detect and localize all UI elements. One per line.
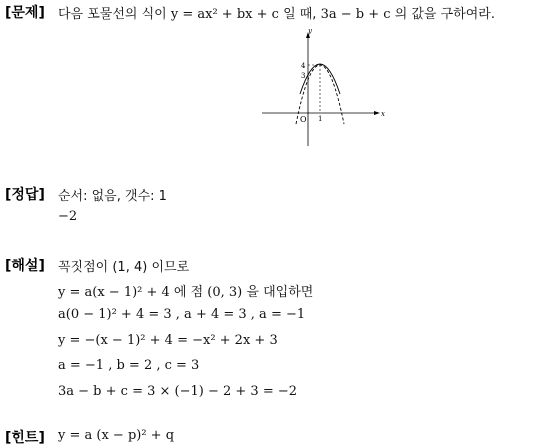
problem-text-mid: 일 때, bbox=[283, 7, 317, 22]
hint-tag: [힌트] bbox=[5, 430, 45, 446]
explanation-line-4: y = −(x − 1)² + 4 = −x² + 2x + 3 bbox=[58, 333, 278, 348]
explanation-line-3: a(0 − 1)² + 4 = 3 , a + 4 = 3 , a = −1 bbox=[58, 307, 306, 322]
explanation-tag: [해설] bbox=[5, 258, 45, 274]
x-axis-arrow bbox=[374, 111, 380, 115]
origin-label: O bbox=[300, 115, 307, 124]
intercept-y-label: 3 bbox=[301, 72, 306, 80]
explanation-line-5: a = −1 , b = 2 , c = 3 bbox=[58, 358, 200, 373]
problem-text-prefix: 다음 포물선의 식이 bbox=[58, 7, 167, 22]
hint-formula: y = a (x − p)² + q bbox=[58, 428, 175, 443]
problem-equation: y = ax² + bx + c bbox=[170, 7, 279, 22]
problem-expression: 3a − b + c bbox=[320, 7, 391, 22]
vertex-y-label: 4 bbox=[301, 62, 306, 70]
parabola-graph bbox=[258, 24, 398, 152]
answer-order-info: 순서: 없음, 갯수: 1 bbox=[58, 189, 167, 204]
answer-tag: [정답] bbox=[5, 187, 45, 203]
answer-value: −2 bbox=[58, 209, 78, 224]
problem-text bbox=[58, 3, 495, 22]
y-axis-label: y bbox=[308, 27, 312, 35]
explanation-line-1: 꼭짓점이 (1, 4) 이므로 bbox=[58, 260, 190, 275]
problem-text-suffix: 의 값을 구하여라. bbox=[394, 7, 495, 22]
problem-tag: [문제] bbox=[5, 5, 45, 21]
x-axis-label: x bbox=[381, 110, 385, 118]
explanation-line-2: y = a(x − 1)² + 4 에 점 (0, 3) 을 대입하면 bbox=[58, 285, 314, 300]
explanation-line-6: 3a − b + c = 3 × (−1) − 2 + 3 = −2 bbox=[58, 384, 298, 399]
vertex-x-label: 1 bbox=[318, 115, 323, 123]
